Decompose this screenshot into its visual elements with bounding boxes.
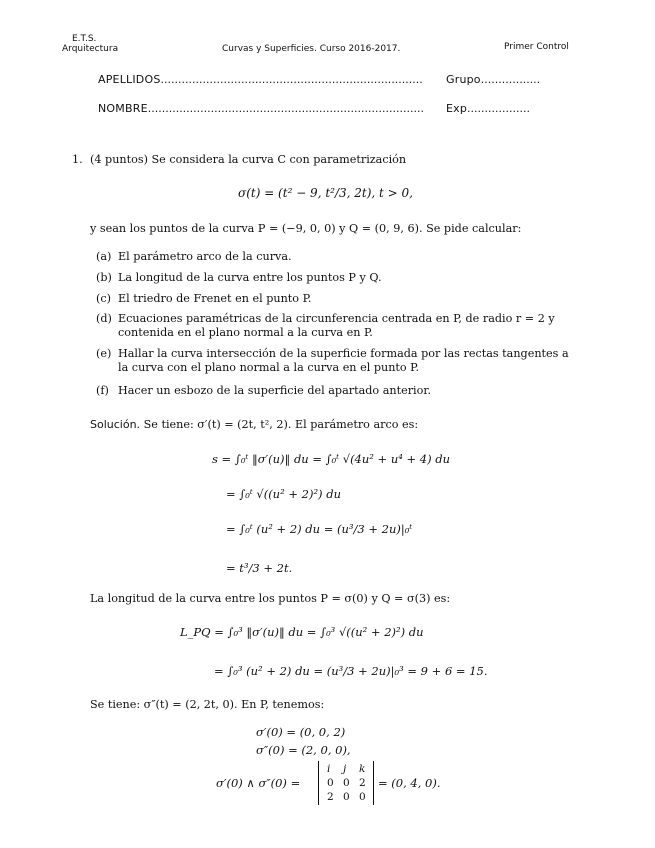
length-line-2: = ∫₀³ (u² + 2) du = (u³/3 + 2u)|₀³ = 9 + 6 = 15. xyxy=(214,664,488,678)
arc-line-1: s = ∫₀ᵗ ‖σ′(u)‖ du = ∫₀ᵗ √(4u² + u⁴ + 4) du xyxy=(212,452,451,466)
item-a xyxy=(96,250,576,264)
item-a-text: El parámetro arco de la curva. xyxy=(118,250,292,263)
header-exam: Primer Control xyxy=(504,42,569,52)
arc-line-3: = ∫₀ᵗ (u² + 2) du = (u³/3 + 2u)|₀ᵗ xyxy=(226,522,413,536)
matrix-cell: 0 xyxy=(327,777,334,789)
exp-field xyxy=(446,102,530,115)
item-a-label: (a) xyxy=(96,250,112,263)
item-d-text: Ecuaciones paramétricas de la circunferencia centrada en P, de radio r = 2 y contenida en el plano normal a la curva en P. xyxy=(118,312,555,339)
matrix-cell: 2 xyxy=(359,777,366,789)
item-e xyxy=(96,347,576,375)
item-e-text: Hallar la curva intersección de la superficie formada por las rectas tangentes a la curva con el plano normal a la curva en el punto P. xyxy=(118,347,569,374)
apellidos-field xyxy=(98,73,423,86)
problem-statement: (4 puntos) Se considera la curva C con parametrización xyxy=(90,153,407,166)
vec-line-2: σ″(0) = (2, 0, 0), xyxy=(256,743,351,757)
solution-label: Solución. xyxy=(90,418,141,431)
matrix-cell: 0 xyxy=(359,791,366,803)
solution-intro xyxy=(90,418,418,431)
nombre-label: NOMBRE xyxy=(98,102,148,115)
grupo-dots: ................. xyxy=(480,73,541,86)
matrix-cell: j xyxy=(343,763,347,775)
arc-line-2: = ∫₀ᵗ √((u² + 2)²) du xyxy=(226,487,341,501)
length-line-1: L_PQ = ∫₀³ ‖σ′(u)‖ du = ∫₀³ √((u² + 2)²) du xyxy=(180,625,424,639)
item-b-label: (b) xyxy=(96,271,112,284)
item-f-text: Hacer un esbozo de la superficie del apartado anterior. xyxy=(118,384,432,397)
nombre-dots: ............................................................................... xyxy=(147,102,424,115)
parametrization-formula: σ(t) = (t² − 9, t²/3, 2t), t > 0, xyxy=(238,186,413,200)
item-f xyxy=(96,384,576,398)
item-c xyxy=(96,292,576,306)
points-text: y sean los puntos de la curva P = (−9, 0, 0) y Q = (0, 9, 6). Se pide calcular: xyxy=(90,222,522,235)
item-b xyxy=(96,271,576,285)
matrix-cell: 0 xyxy=(343,791,350,803)
matrix-cell: 2 xyxy=(327,791,334,803)
length-intro: La longitud de la curva entre los puntos P = σ(0) y Q = σ(3) es: xyxy=(90,592,451,605)
second-intro: Se tiene: σ″(t) = (2, 2t, 0). En P, tenemos: xyxy=(90,698,325,711)
exp-dots: .................. xyxy=(467,102,530,115)
item-e-label: (e) xyxy=(96,347,112,360)
cross-result: = (0, 4, 0). xyxy=(378,776,441,790)
matrix-cell: 0 xyxy=(343,777,350,789)
grupo-label: Grupo xyxy=(446,73,481,86)
solution-intro-text: Se tiene: σ′(t) = (2t, t², 2). El parámetro arco es: xyxy=(143,418,419,431)
apellidos-label: APELLIDOS xyxy=(98,73,161,86)
apellidos-dots: ........................................................................... xyxy=(160,73,423,86)
item-c-text: El triedro de Frenet en el punto P. xyxy=(118,292,312,305)
matrix-cell: i xyxy=(327,763,331,775)
header-school-line2: Arquitectura xyxy=(62,44,119,54)
item-d xyxy=(96,312,576,340)
exp-label: Exp xyxy=(446,102,468,115)
grupo-field xyxy=(446,73,540,86)
item-d-label: (d) xyxy=(96,312,112,325)
cross-label: σ′(0) ∧ σ″(0) = xyxy=(216,776,301,790)
item-f-label: (f) xyxy=(96,384,109,397)
cross-product-matrix xyxy=(318,761,374,805)
problem-number: 1. xyxy=(72,153,83,166)
header-school-line1: E.T.S. xyxy=(72,34,97,44)
item-b-text: La longitud de la curva entre los puntos P y Q. xyxy=(118,271,382,284)
item-c-label: (c) xyxy=(96,292,111,305)
vec-line-1: σ′(0) = (0, 0, 2) xyxy=(256,725,346,739)
header-course: Curvas y Superficies. Curso 2016-2017. xyxy=(222,44,401,54)
arc-line-4: = t³/3 + 2t. xyxy=(226,561,293,575)
matrix-cell: k xyxy=(359,763,366,775)
nombre-field xyxy=(98,102,424,115)
